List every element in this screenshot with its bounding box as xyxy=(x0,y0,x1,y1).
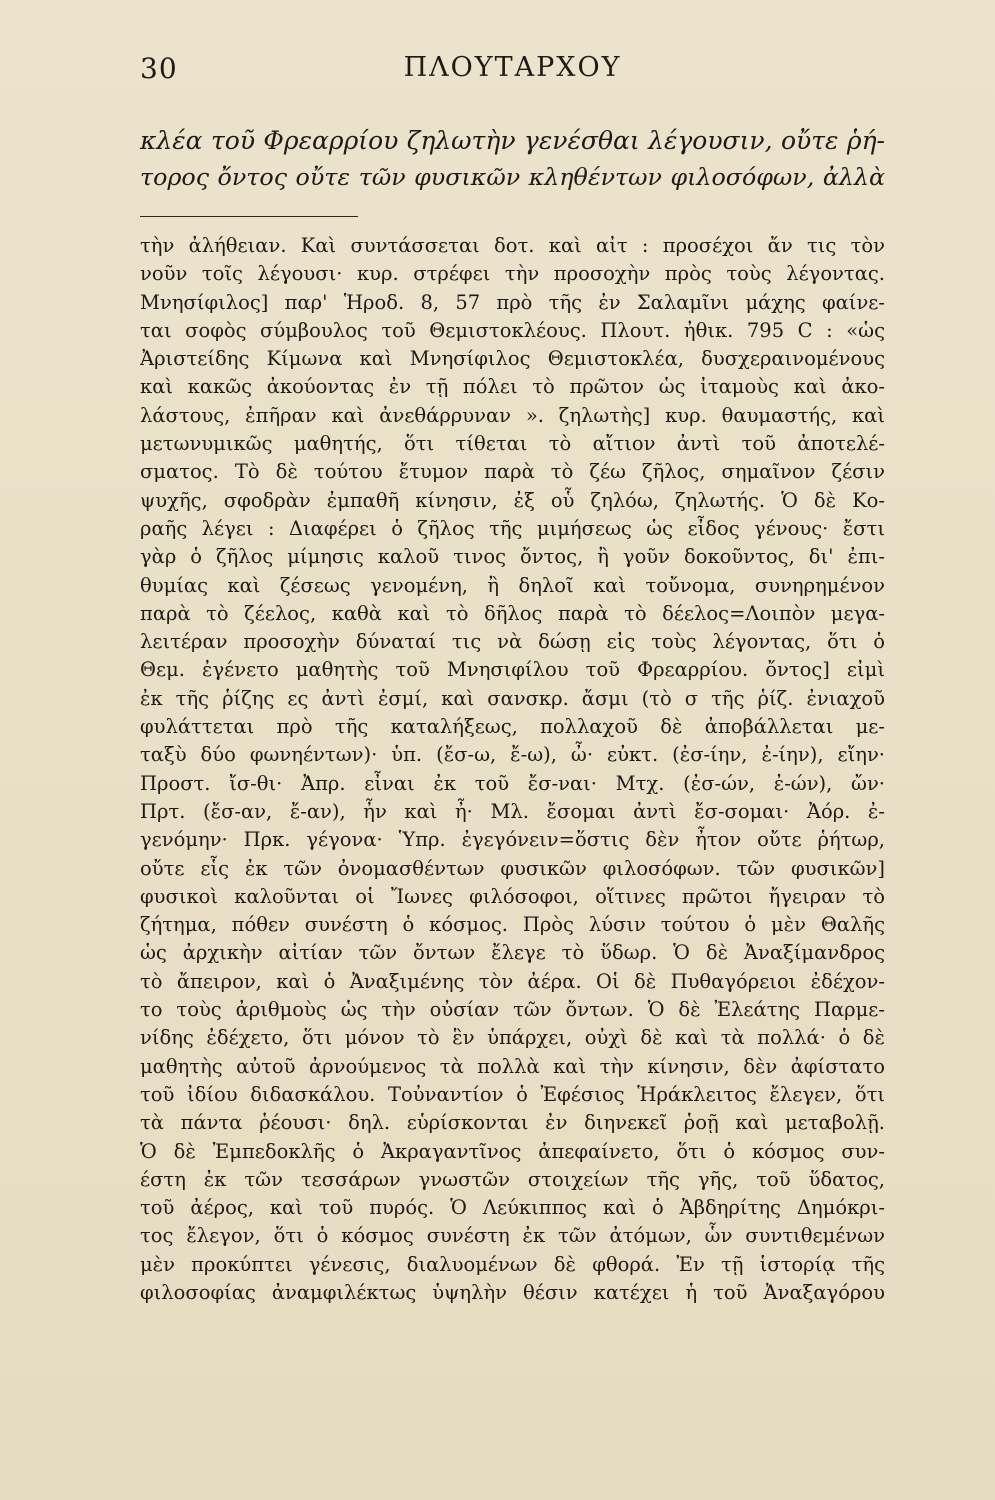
commentary-line: τοῦ ἀέρος, καὶ τοῦ πυρός. Ὁ Λεύκιππος καὶ ὁ Ἀβδηρίτης Δημόκρι- xyxy=(140,1196,885,1220)
commentary-line: ταξὺ δύο φωνηέντων)· ὑπ. (ἔσ-ω, ἔ-ω), ὦ· εὐκτ. (ἐσ-ίην, ἐ-ίην), εἴην· xyxy=(140,743,885,767)
commentary-line: θυμίας καὶ ζέσεως γενομένη, ἢ δηλοῖ καὶ τοὔνομα, συνηρημένον xyxy=(140,573,885,597)
commentary-line: σματος. Τὸ δὲ τούτου ἔτυμον παρὰ τὸ ζέω ζῆλος, σημαῖνον ζέσιν xyxy=(140,460,885,484)
commentary-line: τος ἔλεγον, ὅτι ὁ κόσμος συνέστη ἐκ τῶν ἀτόμων, ὧν συντιθεμένων xyxy=(140,1224,885,1248)
commentary-line: ραῆς λέγει : Διαφέρει ὁ ζῆλος τῆς μιμήσεως ὡς εἶδος γένους· ἔστι xyxy=(140,516,885,540)
commentary-line: ὡς ἀρχικὴν αἰτίαν τῶν ὄντων ἔλεγε τὸ ὕδωρ. Ὁ δὲ Ἀναξίμανδρος xyxy=(140,941,885,965)
commentary-line: λειτέραν προσοχὴν δύναταί τις νὰ δώσῃ εἰς τοὺς λέγοντας, ὅτι ὁ xyxy=(140,630,885,654)
commentary-line: φυλάττεται πρὸ τῆς καταλήξεως, πολλαχοῦ δὲ ἀποβάλλεται με- xyxy=(140,715,885,739)
commentary-line: Θεμ. ἐγένετο μαθητὴς τοῦ Μνησιφίλου τοῦ Φρεαρρίου. ὄντος] εἰμὶ xyxy=(140,658,885,682)
commentary-line: Ἀριστείδης Κίμωνα καὶ Μνησίφιλος Θεμιστοκλέα, δυσχεραινομένους xyxy=(140,347,885,371)
commentary-line: ται σοφὸς σύμβουλος τοῦ Θεμιστοκλέους. Πλουτ. ἠθικ. 795 C : «ὡς xyxy=(140,318,885,342)
commentary-line: τοῦ ἰδίου διδασκάλου. Τοὐναντίον ὁ Ἐφέσιος Ἡράκλειτος ἔλεγεν, ὅτι xyxy=(140,1082,885,1106)
commentary-line: ψυχῆς, σφοδρὰν ἐμπαθῆ κίνησιν, ἐξ οὗ ζηλόω, ζηλωτής. Ὁ δὲ Κο- xyxy=(140,488,885,512)
commentary-notes xyxy=(140,232,885,1307)
commentary-line: ἐκ τῆς ῥίζης ες ἀντὶ ἐσμί, καὶ σανσκρ. ἄσμι (τὸ σ τῆς ῥίζ. ἐνιαχοῦ xyxy=(140,686,885,710)
commentary-line: νίδης ἐδέχετο, ὅτι μόνον τὸ ἓν ὑπάρχει, οὐχὶ δὲ καὶ τὰ πολλά· ὁ δὲ xyxy=(140,1026,885,1050)
page-number: 30 xyxy=(140,52,178,85)
commentary-line: ζήτημα, πόθεν συνέστη ὁ κόσμος. Πρὸς λύσιν τούτου ὁ μὲν Θαλῆς xyxy=(140,913,885,937)
commentary-line: Μνησίφιλος] παρ' Ἡροδ. 8, 57 πρὸ τῆς ἐν Σαλαμῖνι μάχης φαίνε- xyxy=(140,290,885,314)
commentary-line: φιλοσοφίας ἀναμφιλέκτως ὑψηλὴν θέσιν κατέχει ἡ τοῦ Ἀναξαγόρου xyxy=(140,1280,885,1304)
commentary-line: τὰ πάντα ῥέουσι· δηλ. εὑρίσκονται ἐν διηνεκεῖ ῥοῇ καὶ μεταβολῇ. xyxy=(140,1111,885,1135)
commentary-line: Πρτ. (ἔσ-αν, ἔ-αν), ἦν καὶ ἦ· Μλ. ἔσομαι ἀντὶ ἔσ-σομαι· Ἀόρ. ἐ- xyxy=(140,799,885,823)
main-text xyxy=(140,122,885,196)
commentary-line: οὔτε εἷς ἐκ τῶν ὀνομασθέντων φυσικῶν φιλοσόφων. τῶν φυσικῶν] xyxy=(140,856,885,880)
commentary-line: γενόμην· Πρκ. γέγονα· Ὑπρ. ἐγεγόνειν=ὅστις δὲν ἦτον οὔτε ῥήτωρ, xyxy=(140,828,885,852)
main-text-line: κλέα τοῦ Φρεαρρίου ζηλωτὴν γενέσθαι λέγουσιν, οὔτε ῥή- xyxy=(140,126,885,155)
running-head: ΠΛΟΥΤΑΡΧΟΥ xyxy=(403,52,622,83)
footnote-rule xyxy=(140,216,358,217)
commentary-line: νοῦν τοῖς λέγουσι· κυρ. στρέφει τὴν προσοχὴν πρὸς τοὺς λέγοντας. xyxy=(140,262,885,286)
commentary-line: γὰρ ὁ ζῆλος μίμησις καλοῦ τινος ὄντος, ἢ γοῦν δοκοῦντος, δι' ἐπι- xyxy=(140,545,885,569)
commentary-line: τὸ ἄπειρον, καὶ ὁ Ἀναξιμένης τὸν ἀέρα. Οἱ δὲ Πυθαγόρειοι ἐδέχον- xyxy=(140,969,885,993)
commentary-line: φυσικοὶ καλοῦνται οἱ Ἴωνες φιλόσοφοι, οἵτινες πρῶτοι ἤγειραν τὸ xyxy=(140,884,885,908)
commentary-line: λάστους, ἐπῆραν καὶ ἀνεθάρρυναν ». ζηλωτὴς] κυρ. θαυμαστής, καὶ xyxy=(140,403,885,427)
page-header xyxy=(140,52,885,96)
commentary-line: Ὁ δὲ Ἐμπεδοκλῆς ὁ Ἀκραγαντῖνος ἀπεφαίνετο, ὅτι ὁ κόσμος συν- xyxy=(140,1139,885,1163)
commentary-line: παρὰ τὸ ζέελος, καθὰ καὶ τὸ δῆλος παρὰ τὸ δέελος=Λοιπὸν μεγα- xyxy=(140,601,885,625)
commentary-line: Προστ. ἴσ-θι· Ἀπρ. εἶναι ἐκ τοῦ ἔσ-ναι· Μτχ. (ἐσ-ών, ἐ-ών), ὤν· xyxy=(140,771,885,795)
commentary-line: μαθητὴς αὐτοῦ ἀρνούμενος τὰ πολλὰ καὶ τὴν κίνησιν, δὲν ἀφίστατο xyxy=(140,1054,885,1078)
commentary-line: το τοὺς ἀριθμοὺς ὡς τὴν οὐσίαν τῶν ὄντων. Ὁ δὲ Ἐλεάτης Παρμε- xyxy=(140,998,885,1022)
commentary-line: καὶ κακῶς ἀκούοντας ἐν τῇ πόλει τὸ πρῶτον ὡς ἰταμοὺς καὶ ἀκο- xyxy=(140,375,885,399)
main-text-line: τορος ὄντος οὔτε τῶν φυσικῶν κληθέντων φιλοσόφων, ἀλλὰ xyxy=(140,163,885,191)
commentary-line: μετωνυμικῶς μαθητής, ὅτι τίθεται τὸ αἴτιον ἀντὶ τοῦ ἀποτελέ- xyxy=(140,432,885,456)
commentary-line: έστη ἐκ τῶν τεσσάρων γνωστῶν στοιχείων τῆς γῆς, τοῦ ὕδατος, xyxy=(140,1167,885,1191)
commentary-line: τὴν ἀλήθειαν. Καὶ συντάσσεται δοτ. καὶ αἰτ : προσέχοι ἄν τις τὸν xyxy=(140,234,885,257)
commentary-line: μὲν προκύπτει γένεσις, διαλυομένων δὲ φθορά. Ἐν τῇ ἱστορίᾳ τῆς xyxy=(140,1252,885,1276)
